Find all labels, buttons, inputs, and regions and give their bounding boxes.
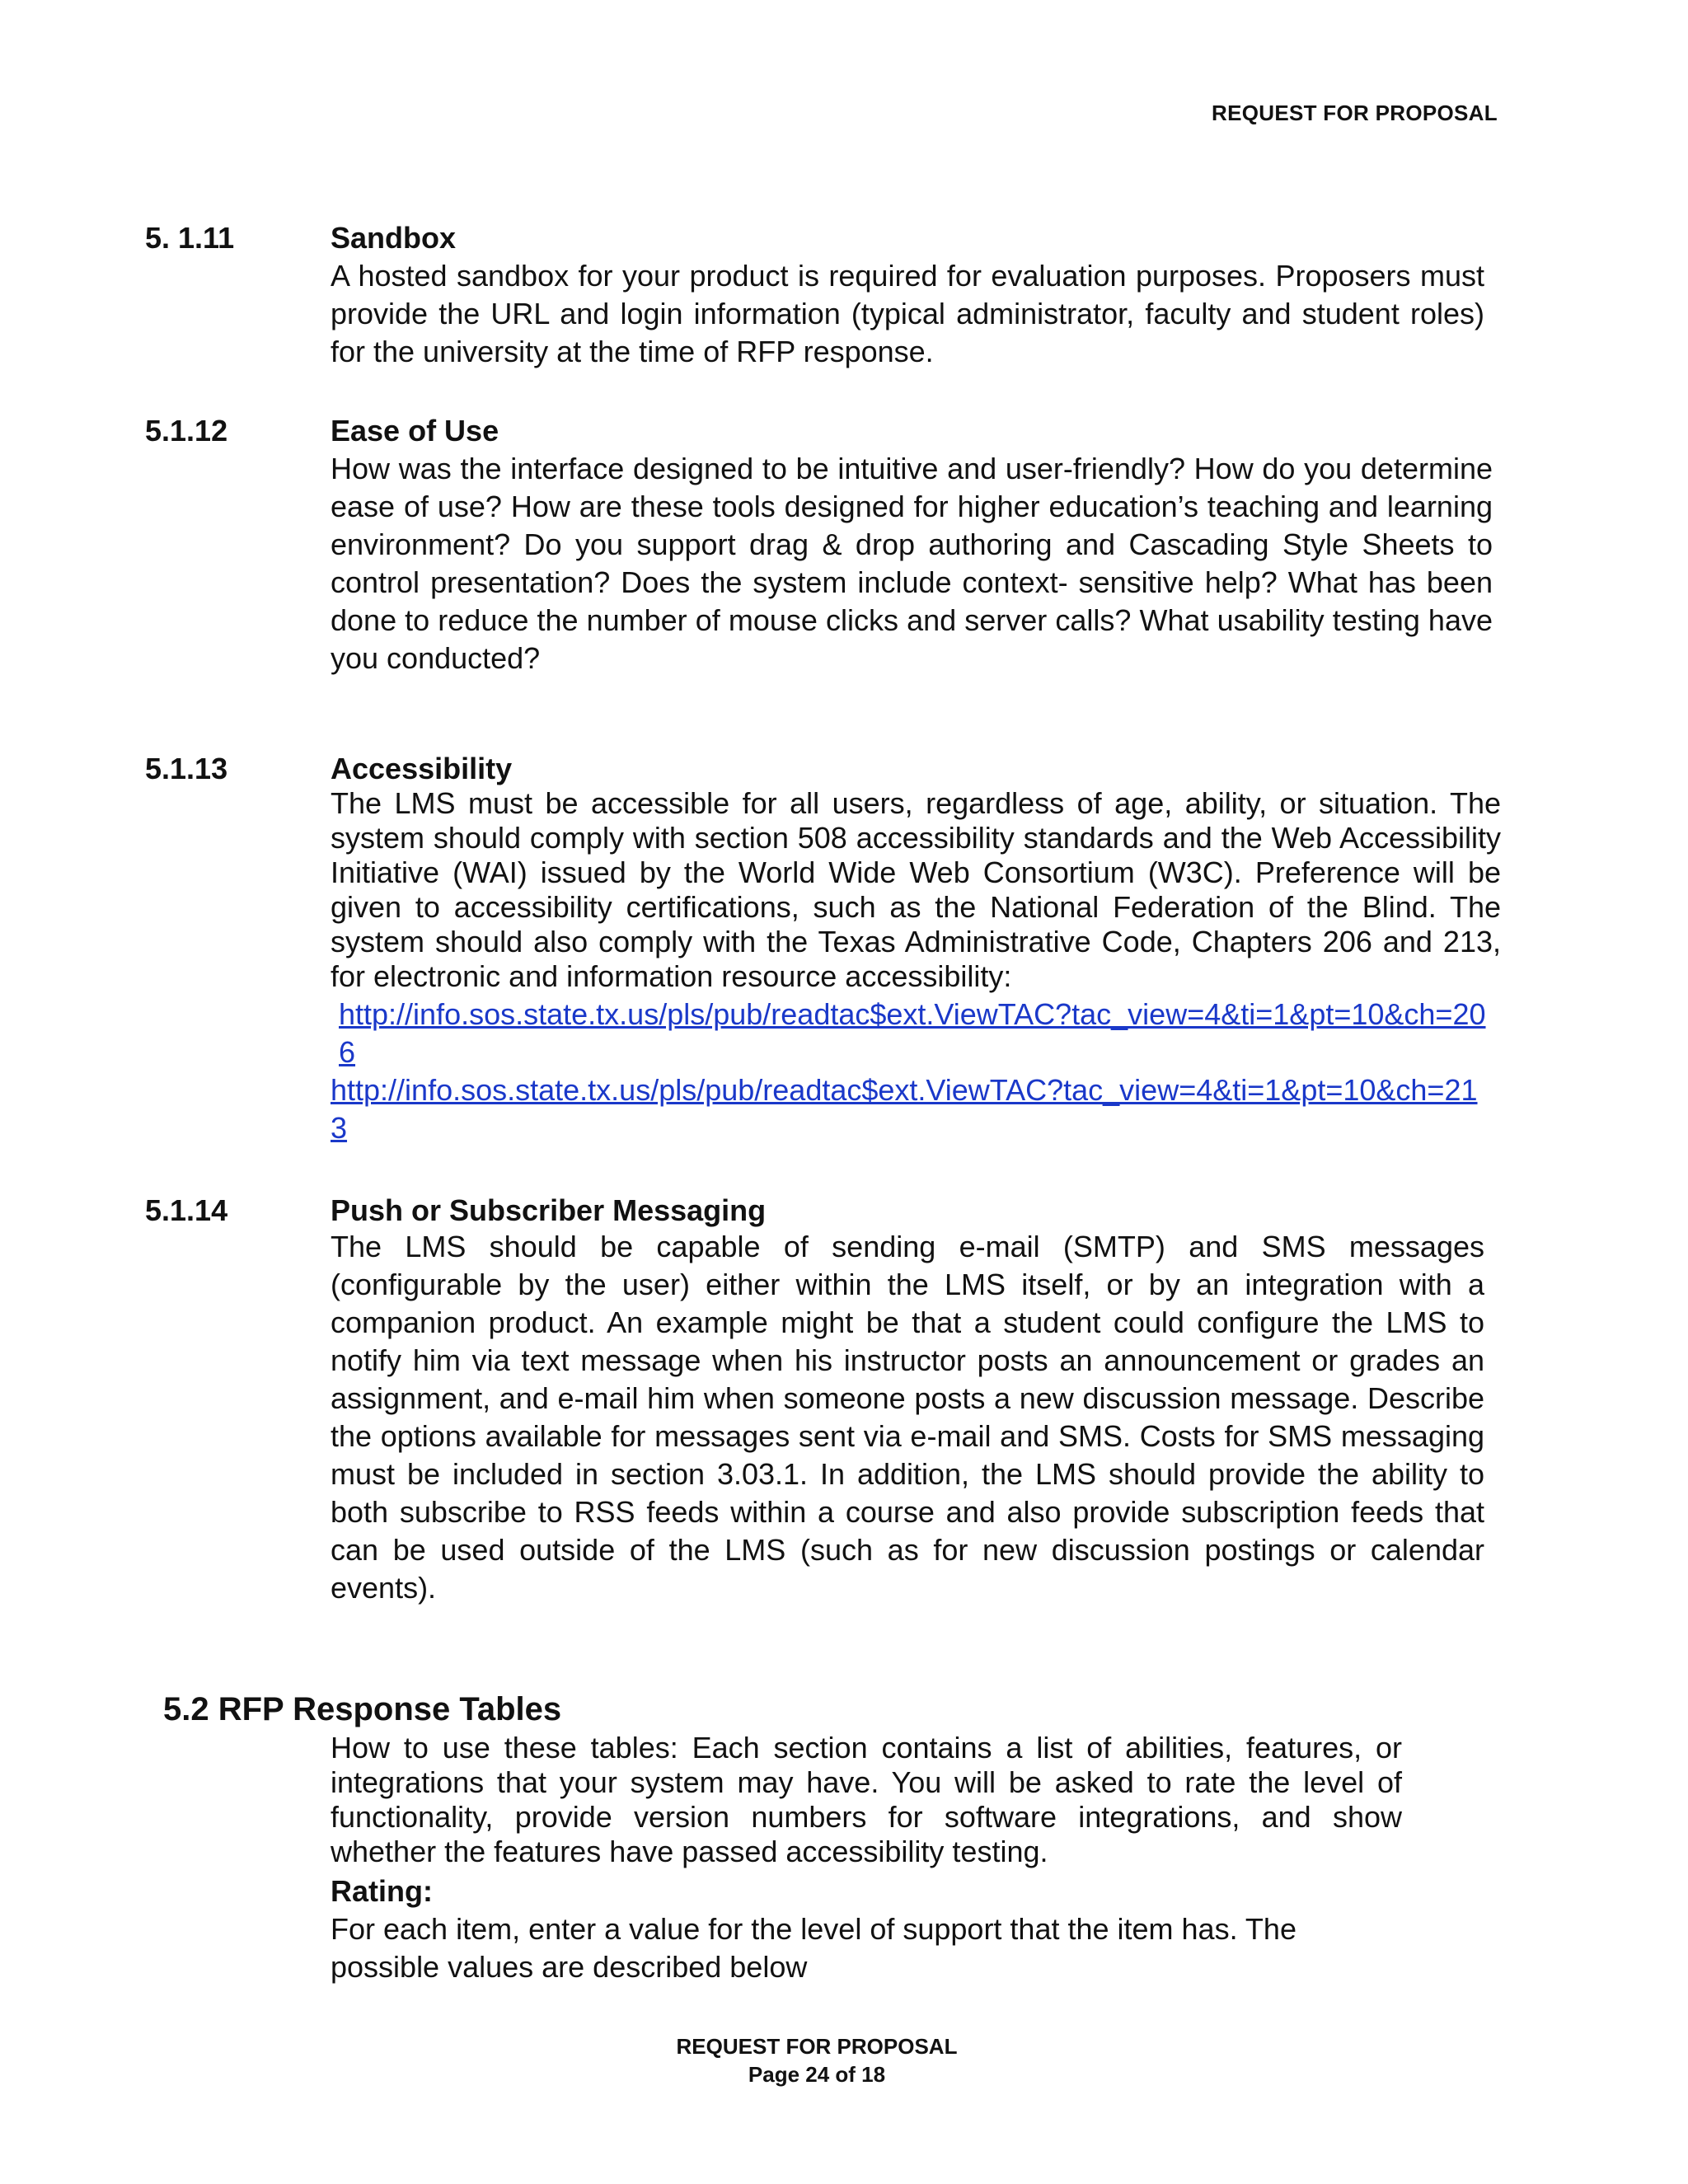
page-header: REQUEST FOR PROPOSAL <box>1212 101 1498 125</box>
section-text: The LMS should be capable of sending e-mail (SMTP) and SMS messages (configurable by the user) either within the LMS itself, or by an integration with a companion product. An example might be that a student could configure the LMS to notify him via text message when his instructor posts an announcement or grades an assignment, and e-mail him when someone posts a new discussion message. Describe the options available for messages sent via e-mail and SMS. Costs for SMS messaging must be included in section 3.03.1. In addition, the LMS should provide the ability to both subscribe to RSS feeds within a course and also provide subscription feeds that can be used outside of the LMS (such as for new discussion postings or calendar events). <box>331 1230 1484 1605</box>
page-number: Page 24 of 18 <box>748 2062 886 2087</box>
link-list <box>331 996 1493 1147</box>
section-body <box>331 450 1493 677</box>
rating-label: Rating: <box>331 1874 433 1908</box>
section-text: The LMS must be accessible for all users, regardless of age, ability, or situation. The system should comply with section 508 accessibility standards and the Web Accessibility Initiative (WAI) issued by the World Wide Web Consortium (W3C). Preference will be given to accessibility certifications, such as the National Federation of the Blind. The system should also comply with the Texas Administrative Code, Chapters 206 and 213, for electronic and information resource accessibility: <box>331 786 1501 993</box>
footer-title: REQUEST FOR PROPOSAL <box>676 2034 958 2059</box>
section-text: How to use these tables: Each section contains a list of abilities, features, or integrations that your system may have. You will be asked to rate the level of functionality, provide version numbers for software integrations, and show whether the features have passed accessibility testing. <box>331 1731 1402 1868</box>
section-text: How was the interface designed to be intuitive and user-friendly? How do you determine ease of use? How are these tools designed for higher education’s teaching and learning environment? Do you support drag & drop authoring and Cascading Style Sheets to control presentation? Does the system include context- sensitive help? What has been done to reduce the number of mouse clicks and server calls? What usability testing have you conducted? <box>331 452 1493 675</box>
section-number: 5.1.12 <box>145 414 228 448</box>
section-title: Ease of Use <box>331 414 499 448</box>
section-title: Accessibility <box>331 752 513 785</box>
page-footer <box>0 2032 1634 2088</box>
rating-text: For each item, enter a value for the level of support that the item has. The possible values are described below <box>331 1912 1296 1984</box>
section-title: Push or Subscriber Messaging <box>331 1193 767 1227</box>
tac-chapter-206-link[interactable]: http://info.sos.state.tx.us/pls/pub/readtac$ext.ViewTAC?tac_view=4&ti=1&pt=10&ch=206 <box>339 997 1486 1069</box>
section-number: 5.1.14 <box>145 1193 228 1227</box>
section-heading: 5.2 RFP Response Tables <box>163 1691 562 1727</box>
section-number: 5.1.13 <box>145 752 228 785</box>
section-body <box>331 1228 1484 1607</box>
section-body <box>331 786 1501 994</box>
section-text: A hosted sandbox for your product is required for evaluation purposes. Proposers must provide the URL and login information (typical administrator, faculty and student roles) for the university at the time of RFP response. <box>331 259 1484 368</box>
section-number: 5. 1.11 <box>145 221 235 255</box>
tac-chapter-213-link[interactable]: http://info.sos.state.tx.us/pls/pub/readtac$ext.ViewTAC?tac_view=4&ti=1&pt=10&ch=213 <box>331 1073 1478 1145</box>
section-body <box>331 257 1484 371</box>
rating-body <box>331 1910 1369 1986</box>
section-body <box>331 1731 1402 1869</box>
section-title: Sandbox <box>331 221 457 255</box>
